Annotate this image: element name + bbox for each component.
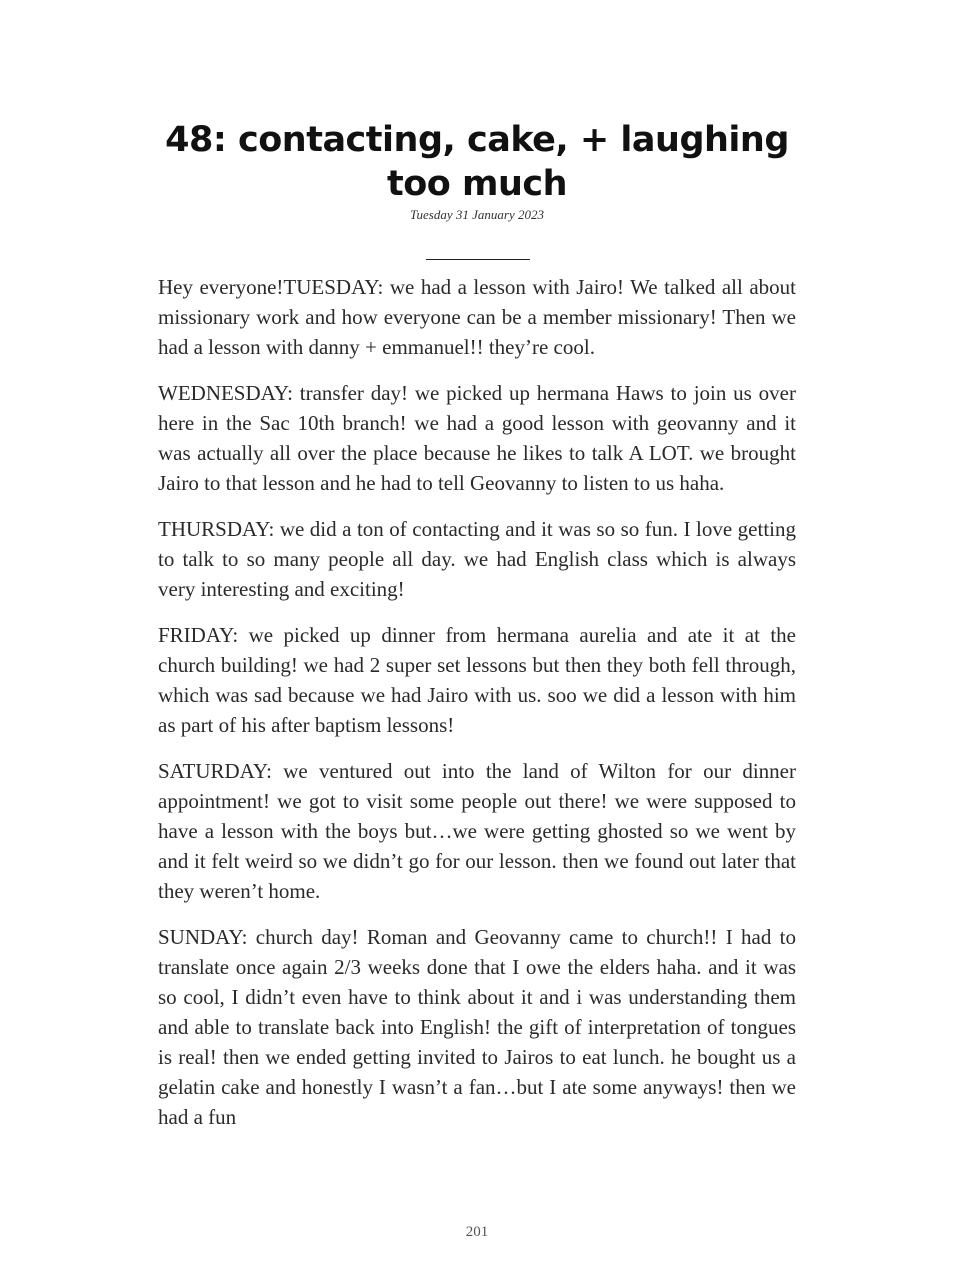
page-title: 48: contacting, cake, + laughing too much	[165, 120, 789, 204]
post-body	[158, 272, 796, 1148]
paragraph-friday: FRIDAY: we picked up dinner from hermana aurelia and ate it at the church building! we had 2 super set lessons but then they both fell through, which was sad because we had Jairo with us. soo we did a lesson with him as part of his after baptism lessons!	[158, 623, 796, 737]
paragraph-thursday: THURSDAY: we did a ton of contacting and it was so so fun. I love getting to talk to so many people all day. we had English class which is always very interesting and exciting!	[158, 517, 796, 601]
post-date: Tuesday 31 January 2023	[410, 207, 544, 222]
title-divider	[426, 259, 530, 260]
paragraph-wednesday: WEDNESDAY: transfer day! we picked up hermana Haws to join us over here in the Sac 10th branch! we had a good lesson with geovanny and it was actually all over the place because he likes to talk A LOT. we brought Jairo to that lesson and he had to tell Geovanny to listen to us haha.	[158, 381, 796, 495]
paragraph-tuesday: Hey everyone!TUESDAY: we had a lesson with Jairo! We talked all about missionary work and how everyone can be a member missionary! Then we had a lesson with danny + emmanuel!! they’re cool.	[158, 275, 796, 359]
paragraph-sunday: SUNDAY: church day! Roman and Geovanny came to church!! I had to translate once again 2/3 weeks done that I owe the elders haha. and it was so cool, I didn’t even have to think about it and i was understanding them and able to translate back into English! the gift of interpretation of tongues is real! then we ended getting invited to Jairos to eat lunch. he bought us a gelatin cake and honestly I wasn’t a fan…but I ate some anyways! then we had a fun	[158, 925, 796, 1129]
paragraph-saturday: SATURDAY: we ventured out into the land of Wilton for our dinner appointment! we got to visit some people out there! we were supposed to have a lesson with the boys but…we were getting ghosted so we went by and it felt weird so we didn’t go for our lesson. then we found out later that they weren’t home.	[158, 759, 796, 903]
page-number: 201	[465, 1224, 489, 1240]
